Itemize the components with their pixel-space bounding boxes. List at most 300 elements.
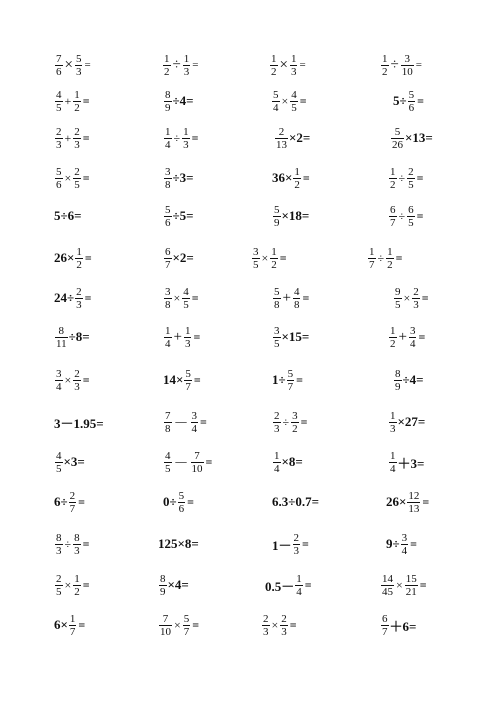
equals-sign: = bbox=[304, 577, 312, 592]
denominator: 5 bbox=[291, 101, 297, 114]
problem bbox=[272, 445, 303, 479]
problem bbox=[163, 84, 194, 118]
problem bbox=[272, 405, 307, 439]
denominator: 3 bbox=[290, 65, 297, 78]
fraction bbox=[73, 573, 81, 598]
denominator: 4 bbox=[409, 337, 416, 350]
numerator: 1 bbox=[183, 52, 190, 65]
numerator: 2 bbox=[69, 489, 76, 502]
operator: × bbox=[64, 56, 73, 73]
number-text: 6× bbox=[54, 617, 68, 632]
denominator: 9 bbox=[395, 380, 401, 393]
denominator: 4 bbox=[191, 422, 198, 435]
denominator: 5 bbox=[56, 101, 62, 114]
denominator: 4 bbox=[165, 337, 171, 350]
fraction bbox=[407, 490, 420, 515]
equals-sign: = bbox=[82, 170, 90, 185]
denominator: 4 bbox=[165, 138, 171, 151]
denominator: 3 bbox=[76, 298, 82, 311]
number-text: 125×8= bbox=[158, 536, 199, 551]
number-text: 36× bbox=[272, 170, 293, 185]
numerator: 5 bbox=[274, 203, 280, 216]
denominator: 8 bbox=[293, 298, 300, 311]
problem bbox=[380, 48, 422, 82]
numerator: 8 bbox=[56, 531, 62, 544]
fraction bbox=[75, 53, 83, 78]
numerator: 7 bbox=[162, 612, 169, 625]
fraction bbox=[55, 126, 63, 151]
fraction bbox=[55, 573, 63, 598]
operator: × bbox=[173, 290, 181, 305]
numerator: 1 bbox=[390, 449, 396, 462]
equals-sign: = bbox=[418, 329, 426, 344]
denominator: 9 bbox=[160, 585, 166, 598]
numerator: 8 bbox=[395, 367, 401, 380]
fraction bbox=[381, 53, 389, 78]
fraction bbox=[55, 53, 63, 78]
equals-sign: = bbox=[84, 290, 92, 305]
operator: － bbox=[173, 415, 189, 432]
fraction bbox=[389, 204, 397, 229]
fraction bbox=[183, 613, 191, 638]
problem bbox=[163, 445, 212, 479]
denominator: 6 bbox=[408, 101, 415, 114]
problem-row bbox=[0, 608, 500, 642]
fraction bbox=[405, 573, 418, 598]
numerator: 9 bbox=[395, 285, 401, 298]
problem-row bbox=[0, 161, 500, 195]
denominator: 5 bbox=[274, 337, 280, 350]
problem-row bbox=[0, 320, 500, 354]
denominator: 8 bbox=[165, 422, 171, 435]
numerator: 3 bbox=[253, 245, 259, 258]
problem bbox=[54, 281, 91, 315]
problem bbox=[393, 84, 424, 118]
problem bbox=[163, 199, 194, 233]
numerator: 5 bbox=[185, 367, 191, 380]
denominator: 5 bbox=[56, 462, 62, 475]
fraction bbox=[391, 126, 404, 151]
problem bbox=[54, 445, 85, 479]
problem bbox=[380, 568, 427, 602]
fraction bbox=[273, 410, 281, 435]
number-text: 6÷ bbox=[54, 494, 68, 509]
numerator: 3 bbox=[56, 367, 62, 380]
numerator: 2 bbox=[56, 125, 62, 138]
numerator: 2 bbox=[278, 125, 285, 138]
denominator: 2 bbox=[390, 178, 396, 191]
operator: × bbox=[174, 617, 181, 632]
problem bbox=[272, 281, 309, 315]
fraction bbox=[291, 410, 299, 435]
problem bbox=[163, 121, 198, 155]
problem-row bbox=[0, 568, 500, 602]
numerator: 1 bbox=[390, 165, 396, 178]
number-text: 6.3÷0.7= bbox=[272, 494, 320, 509]
numerator: 3 bbox=[165, 165, 171, 178]
number-text: 1－ bbox=[272, 537, 292, 553]
operator: ÷ bbox=[398, 208, 406, 223]
denominator: 6 bbox=[178, 502, 185, 515]
problem-row bbox=[0, 527, 500, 561]
numerator: 3 bbox=[274, 324, 280, 337]
fraction bbox=[290, 89, 298, 114]
denominator: 7 bbox=[165, 258, 171, 271]
denominator: 4 bbox=[390, 462, 396, 475]
fraction bbox=[409, 325, 417, 350]
fraction bbox=[381, 613, 389, 638]
equals-sign: = bbox=[82, 536, 90, 551]
number-text: ×27= bbox=[397, 414, 426, 429]
fraction bbox=[295, 573, 303, 598]
number-text: ×18= bbox=[281, 208, 310, 223]
numerator: 14 bbox=[382, 572, 393, 585]
problem bbox=[158, 527, 199, 561]
operator: ÷ bbox=[390, 56, 399, 73]
fraction bbox=[73, 166, 81, 191]
fraction bbox=[164, 126, 172, 151]
denominator: 2 bbox=[292, 422, 298, 435]
equals-sign: = bbox=[82, 372, 90, 387]
numerator: 3 bbox=[165, 285, 171, 298]
equals-sign: = bbox=[299, 59, 306, 71]
equals-sign: = bbox=[191, 130, 199, 145]
operator: × bbox=[403, 290, 411, 305]
problem-row bbox=[0, 241, 500, 275]
numerator: 1 bbox=[390, 324, 396, 337]
numerator: 5 bbox=[287, 367, 294, 380]
fraction bbox=[184, 368, 192, 393]
numerator: 4 bbox=[291, 88, 297, 101]
denominator: 7 bbox=[390, 216, 396, 229]
numerator: 8 bbox=[165, 88, 171, 101]
numerator: 1 bbox=[165, 324, 171, 337]
numerator: 2 bbox=[263, 612, 269, 625]
fraction bbox=[412, 286, 420, 311]
problem bbox=[380, 608, 416, 642]
problem bbox=[54, 84, 90, 118]
equals-sign: = bbox=[416, 170, 424, 185]
fraction bbox=[293, 166, 301, 191]
operator: ÷ bbox=[172, 56, 181, 73]
number-text: 3－1.95= bbox=[54, 415, 104, 431]
fraction bbox=[389, 325, 397, 350]
denominator: 10 bbox=[160, 625, 171, 638]
equals-sign: = bbox=[302, 290, 310, 305]
problem-row bbox=[0, 405, 500, 439]
numerator: 12 bbox=[408, 489, 420, 502]
fraction bbox=[408, 89, 416, 114]
problem bbox=[54, 405, 104, 439]
fraction bbox=[407, 204, 415, 229]
operator: + bbox=[398, 328, 407, 345]
equals-sign: = bbox=[82, 93, 90, 108]
fraction bbox=[164, 204, 172, 229]
fraction bbox=[164, 325, 172, 350]
equals-sign: = bbox=[78, 617, 86, 632]
denominator: 7 bbox=[183, 625, 190, 638]
problem bbox=[272, 485, 319, 519]
fraction bbox=[55, 325, 68, 350]
number-text: 0.5－ bbox=[265, 578, 295, 594]
problem bbox=[163, 241, 194, 275]
numerator: 5 bbox=[165, 203, 171, 216]
equals-sign: = bbox=[415, 59, 422, 71]
operator: × bbox=[396, 577, 403, 592]
equals-sign: = bbox=[422, 494, 430, 509]
fraction bbox=[69, 490, 77, 515]
problem-row bbox=[0, 48, 500, 82]
number-text: ×3= bbox=[63, 454, 85, 469]
fraction bbox=[252, 246, 260, 271]
equals-sign: = bbox=[84, 59, 91, 71]
problem bbox=[272, 161, 310, 195]
fraction bbox=[164, 410, 172, 435]
problem bbox=[54, 241, 92, 275]
fraction bbox=[389, 166, 397, 191]
number-text: 26× bbox=[54, 250, 75, 265]
numerator: 2 bbox=[76, 285, 82, 298]
number-text: ÷3= bbox=[172, 170, 194, 185]
numerator: 5 bbox=[274, 285, 280, 298]
fraction bbox=[381, 573, 394, 598]
problem bbox=[162, 48, 198, 82]
operator: × bbox=[64, 577, 72, 592]
numerator: 1 bbox=[274, 449, 280, 462]
denominator: 2 bbox=[390, 337, 396, 350]
problem bbox=[163, 320, 200, 354]
numerator: 1 bbox=[390, 409, 396, 422]
numerator: 1 bbox=[165, 125, 171, 138]
numerator: 5 bbox=[183, 612, 190, 625]
denominator: 9 bbox=[165, 101, 171, 114]
fraction bbox=[184, 325, 192, 350]
fraction bbox=[55, 166, 63, 191]
operator: × bbox=[279, 56, 288, 73]
denominator: 2 bbox=[294, 178, 300, 191]
number-text: ÷4= bbox=[172, 93, 194, 108]
denominator: 2 bbox=[74, 101, 80, 114]
denominator: 7 bbox=[287, 380, 294, 393]
denominator: 3 bbox=[74, 138, 80, 151]
denominator: 4 bbox=[56, 380, 62, 393]
denominator: 3 bbox=[263, 625, 269, 638]
problem bbox=[393, 363, 424, 397]
number-text: ÷8= bbox=[68, 329, 90, 344]
fraction bbox=[293, 286, 301, 311]
denominator: 11 bbox=[56, 337, 67, 350]
equals-sign: = bbox=[205, 454, 213, 469]
denominator: 5 bbox=[56, 585, 62, 598]
numerator: 1 bbox=[164, 52, 170, 65]
problem bbox=[54, 199, 82, 233]
denominator: 3 bbox=[183, 65, 190, 78]
problem-row bbox=[0, 121, 500, 155]
numerator: 1 bbox=[183, 125, 189, 138]
equals-sign: = bbox=[193, 372, 201, 387]
numerator: 3 bbox=[409, 324, 416, 337]
numerator: 15 bbox=[405, 572, 417, 585]
denominator: 2 bbox=[387, 258, 393, 271]
numerator: 5 bbox=[75, 52, 82, 65]
denominator: 8 bbox=[165, 178, 171, 191]
number-text: 1÷ bbox=[272, 372, 286, 387]
numerator: 1 bbox=[74, 572, 80, 585]
denominator: 7 bbox=[382, 625, 388, 638]
fraction bbox=[164, 450, 172, 475]
numerator: 4 bbox=[56, 449, 62, 462]
equals-sign: = bbox=[302, 170, 310, 185]
numerator: 8 bbox=[160, 572, 166, 585]
number-text: ×2= bbox=[172, 250, 194, 265]
problem bbox=[54, 48, 91, 82]
equals-sign: = bbox=[289, 617, 297, 632]
operator: × bbox=[271, 617, 279, 632]
denominator: 5 bbox=[74, 178, 80, 191]
numerator: 1 bbox=[290, 52, 297, 65]
problem bbox=[54, 608, 85, 642]
numerator: 3 bbox=[191, 409, 198, 422]
fraction bbox=[159, 573, 167, 598]
denominator: 5 bbox=[183, 298, 189, 311]
fraction bbox=[368, 246, 376, 271]
denominator: 3 bbox=[184, 337, 191, 350]
numerator: 5 bbox=[408, 88, 415, 101]
number-text: ×13= bbox=[405, 130, 433, 145]
numerator: 1 bbox=[382, 52, 388, 65]
numerator: 7 bbox=[56, 52, 62, 65]
denominator: 6 bbox=[56, 65, 62, 78]
denominator: 3 bbox=[390, 422, 396, 435]
numerator: 6 bbox=[408, 203, 414, 216]
problem bbox=[54, 568, 90, 602]
equals-sign: = bbox=[421, 290, 429, 305]
operator: + bbox=[173, 328, 182, 345]
numerator: 3 bbox=[292, 409, 298, 422]
problem bbox=[163, 161, 194, 195]
fraction bbox=[164, 166, 172, 191]
fraction bbox=[273, 325, 281, 350]
number-text: 24÷ bbox=[54, 290, 75, 305]
operator: × bbox=[261, 250, 269, 265]
operator: × bbox=[64, 372, 72, 387]
equals-sign: = bbox=[84, 250, 92, 265]
denominator: 2 bbox=[164, 65, 170, 78]
numerator: 3 bbox=[401, 531, 408, 544]
operator: ÷ bbox=[173, 130, 181, 145]
problem bbox=[163, 281, 199, 315]
fraction bbox=[386, 246, 394, 271]
problem bbox=[386, 485, 429, 519]
denominator: 26 bbox=[392, 138, 403, 151]
numerator: 2 bbox=[74, 165, 80, 178]
fraction bbox=[73, 89, 81, 114]
number-text: 9÷ bbox=[386, 536, 400, 551]
operator: － bbox=[173, 455, 189, 472]
fraction bbox=[73, 532, 81, 557]
fraction bbox=[159, 613, 172, 638]
operator: ÷ bbox=[377, 250, 385, 265]
problem bbox=[386, 527, 417, 561]
number-text: ＋6= bbox=[389, 618, 417, 634]
fraction bbox=[164, 89, 172, 114]
numerator: 2 bbox=[293, 531, 300, 544]
denominator: 3 bbox=[281, 625, 287, 638]
denominator: 8 bbox=[165, 298, 171, 311]
numerator: 5 bbox=[56, 165, 62, 178]
number-text: ×8= bbox=[281, 454, 303, 469]
numerator: 3 bbox=[404, 52, 410, 65]
fraction bbox=[401, 53, 414, 78]
numerator: 5 bbox=[394, 125, 401, 138]
fraction bbox=[73, 126, 81, 151]
denominator: 3 bbox=[56, 544, 62, 557]
fraction bbox=[394, 368, 402, 393]
numerator: 2 bbox=[74, 125, 80, 138]
fraction bbox=[280, 613, 288, 638]
problem bbox=[393, 281, 429, 315]
denominator: 3 bbox=[74, 380, 80, 393]
fraction bbox=[270, 53, 278, 78]
fraction bbox=[182, 126, 190, 151]
equals-sign: = bbox=[299, 93, 307, 108]
fraction bbox=[182, 286, 190, 311]
denominator: 3 bbox=[413, 298, 419, 311]
denominator: 2 bbox=[271, 258, 277, 271]
fraction bbox=[164, 286, 172, 311]
problem bbox=[163, 485, 194, 519]
fraction bbox=[55, 89, 63, 114]
fraction bbox=[75, 246, 83, 271]
equals-sign: = bbox=[419, 577, 427, 592]
numerator: 4 bbox=[165, 449, 171, 462]
denominator: 9 bbox=[274, 216, 280, 229]
problem-row bbox=[0, 199, 500, 233]
numerator: 1 bbox=[69, 612, 76, 625]
numerator: 6 bbox=[382, 612, 388, 625]
problem bbox=[54, 161, 90, 195]
operator: ÷ bbox=[282, 414, 290, 429]
fraction bbox=[69, 613, 77, 638]
numerator: 2 bbox=[408, 165, 414, 178]
fraction bbox=[293, 532, 301, 557]
problem bbox=[158, 568, 189, 602]
operator: ÷ bbox=[398, 170, 406, 185]
problem-row bbox=[0, 281, 500, 315]
numerator: 1 bbox=[76, 245, 82, 258]
equals-sign: = bbox=[191, 290, 199, 305]
number-text: 26× bbox=[386, 494, 407, 509]
fraction bbox=[389, 450, 397, 475]
fraction bbox=[183, 53, 191, 78]
fraction bbox=[275, 126, 288, 151]
numerator: 6 bbox=[165, 245, 171, 258]
fraction bbox=[55, 368, 63, 393]
numerator: 2 bbox=[56, 572, 62, 585]
problem bbox=[54, 121, 90, 155]
fraction bbox=[178, 490, 186, 515]
denominator: 21 bbox=[405, 585, 417, 598]
denominator: 7 bbox=[69, 502, 76, 515]
problem bbox=[272, 363, 303, 397]
numerator: 4 bbox=[183, 285, 189, 298]
numerator: 1 bbox=[296, 572, 302, 585]
number-text: 5÷ bbox=[393, 93, 407, 108]
problem bbox=[163, 363, 201, 397]
equals-sign: = bbox=[192, 59, 199, 71]
numerator: 1 bbox=[184, 324, 191, 337]
problem bbox=[390, 121, 433, 155]
